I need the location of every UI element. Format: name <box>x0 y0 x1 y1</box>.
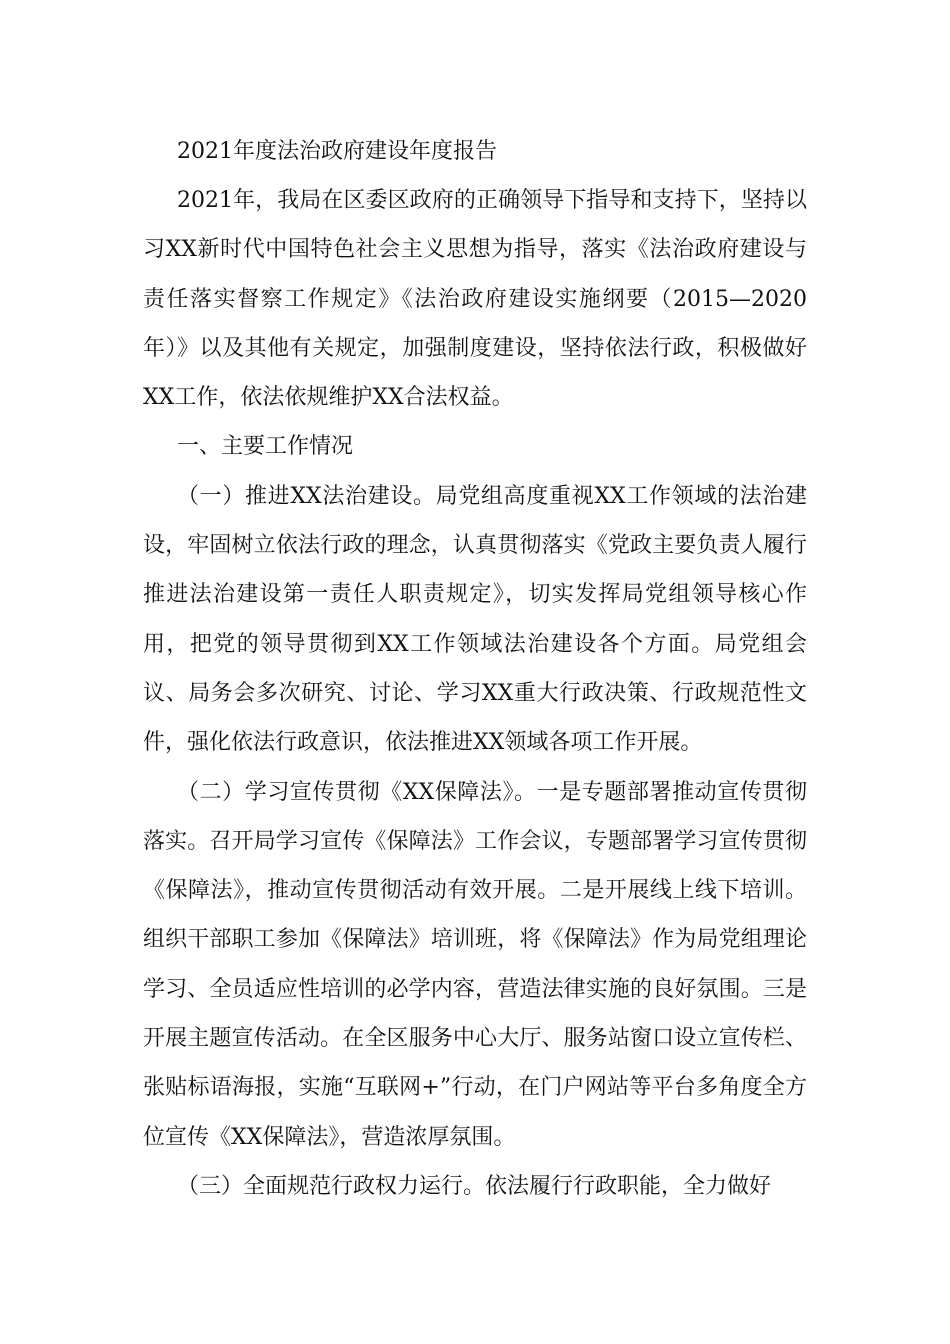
subsection-paragraph-3: （三）全面规范行政权力运行。依法履行行政职能，全力做好 <box>177 1173 772 1199</box>
document-body <box>143 128 807 1211</box>
document-title: 2021年度法治政府建设年度报告 <box>177 139 497 164</box>
subsection-paragraph-1: （一）推进XX法治建设。局党组高度重视XX工作领域的法治建设，牢固树立依法行政的理念，认真贯彻落实《党政主要负责人履行推进法治建设第一责任人职责规定》，切实发挥局党组领导核心作用，把党的领导贯彻到XX工作领域法治建设各个方面。局党组会议、局务会多次研究、讨论、学习XX重大行政决策、行政规范性文件，强化依法行政意识，依法推进XX领域各项工作开展。 <box>143 483 807 756</box>
intro-paragraph: 2021年，我局在区委区政府的正确领导下指导和支持下，坚持以习XX新时代中国特色社会主义思想为指导，落实《法治政府建设与责任落实督察工作规定》《法治政府建设实施纲要（2015—2020年）》以及其他有关规定，加强制度建设，坚持依法行政，积极做好XX工作，依法依规维护XX合法权益。 <box>143 188 807 411</box>
section-heading: 一、主要工作情况 <box>177 434 354 460</box>
subsection-paragraph-2: （二）学习宣传贯彻《XX保障法》。一是专题部署推动宣传贯彻落实。召开局学习宣传《保障法》工作会议，专题部署学习宣传贯彻《保障法》，推动宣传贯彻活动有效开展。二是开展线上线下培训。组织干部职工参加《保障法》培训班，将《保障法》作为局党组理论学习、全员适应性培训的必学内容，营造法律实施的良好氛围。三是开展主题宣传活动。在全区服务中心大厅、服务站窗口设立宣传栏、张贴标语海报，实施“互联网+”行动，在门户网站等平台多角度全方位宣传《XX保障法》，营造浓厚氛围。 <box>143 779 807 1150</box>
